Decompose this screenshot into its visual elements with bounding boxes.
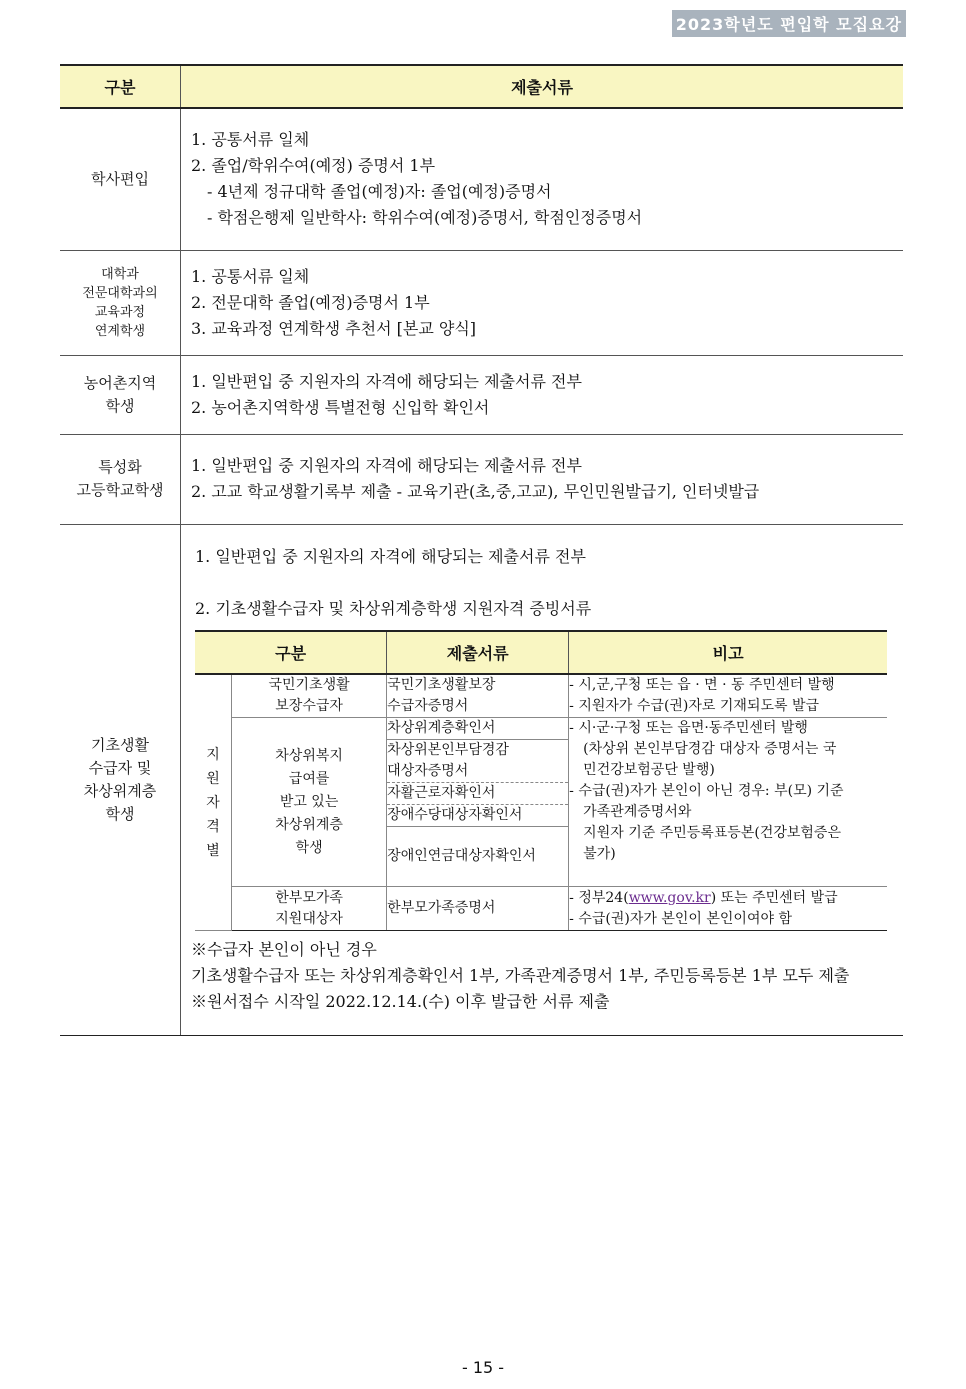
type-cell — [232, 674, 387, 718]
doc-label: 대상자증명서 — [387, 763, 469, 780]
sub-header-category: 구분 — [195, 631, 387, 674]
category-label: 전문대학과의 — [82, 285, 158, 301]
list-item: - 학점은행제 일반학사: 학위수여(예정)증명서, 학점인정증명서 — [207, 208, 643, 228]
table-row — [60, 434, 903, 524]
table-row — [60, 524, 903, 1035]
type-label: 차상위복지 — [275, 747, 343, 764]
note-line: ※원서접수 시작일 2022.12.14.(수) 이후 발급한 서류 제출 — [191, 992, 610, 1012]
table-row — [60, 250, 903, 355]
note-line: - 수급(권)자가 본인이 아닌 경우: 부(모) 기준 — [569, 783, 844, 800]
doc-label: 한부모가족증명서 — [387, 900, 496, 917]
side-label-char: 지 — [206, 746, 220, 763]
notes-cell — [569, 674, 887, 718]
content-cell — [181, 250, 904, 355]
note-line: 지원자 기준 주민등록표등본(건강보험증은 — [583, 825, 841, 842]
sub-header-notes: 비고 — [569, 631, 887, 674]
note-line: - 시,군,구청 또는 읍 · 면 · 동 주민센터 발행 — [569, 677, 835, 693]
list-item: 2. 전문대학 졸업(예정)증명서 1부 — [191, 292, 430, 312]
category-cell — [60, 108, 181, 250]
side-label-cell — [195, 674, 232, 931]
type-label: 보장수급자 — [275, 698, 343, 714]
gov-link[interactable]: www.gov.kr — [628, 889, 711, 906]
doc-label: 차상위계층확인서 — [387, 720, 496, 737]
note-line: 기초생활수급자 또는 차상위계층확인서 1부, 가족관계증명서 1부, 주민등록등본 1부 모두 제출 — [191, 966, 850, 986]
docs-cell — [387, 674, 569, 718]
category-cell — [60, 250, 181, 355]
list-item: - 4년제 정규대학 졸업(예정)자: 졸업(예정)증명서 — [207, 182, 552, 202]
category-label: 기초생활 — [91, 735, 149, 754]
side-label-char: 격 — [206, 818, 220, 835]
note-line: - 수급(권)자가 본인이 본인이여야 함 — [569, 910, 792, 927]
page-number: - 15 - — [461, 1358, 505, 1377]
eligibility-subtable — [195, 630, 887, 932]
side-label-char: 자 — [206, 794, 220, 811]
doc-label: 국민기초생활보장 — [387, 677, 496, 693]
type-cell — [232, 887, 387, 931]
list-item: 1. 일반편입 중 지원자의 자격에 해당되는 제출서류 전부 — [191, 456, 582, 475]
doc-label: 자활근로자확인서 — [387, 782, 568, 804]
list-item: 1. 일반편입 중 지원자의 자격에 해당되는 제출서류 전부 — [191, 371, 582, 391]
note-line: - 시·군·구청 또는 읍면·동주민센터 발행 — [569, 720, 808, 737]
note-line — [569, 888, 887, 909]
doc-label: 수급자증명서 — [387, 698, 469, 714]
type-label: 국민기초생활 — [268, 677, 350, 693]
note-line: ※수급자 본인이 아닌 경우 — [191, 940, 377, 960]
docs-cell — [387, 827, 569, 887]
type-label: 받고 있는 — [279, 793, 339, 810]
list-item: 1. 일반편입 중 지원자의 자격에 해당되는 제출서류 전부 — [195, 546, 586, 566]
list-item: 1. 공통서류 일체 — [191, 266, 310, 286]
type-label: 급여를 — [288, 770, 330, 787]
type-cell — [232, 718, 387, 887]
content-cell — [181, 434, 904, 524]
list-item: 2. 고교 학교생활기록부 제출 - 교육기관(초,중,고교), 무인민원발급기, 인터넷발급 — [191, 482, 760, 501]
note-line: 가족관계증명서와 — [583, 804, 692, 821]
category-label: 학생 — [105, 396, 135, 415]
notes-cell — [569, 887, 887, 931]
type-label: 지원대상자 — [275, 910, 343, 927]
side-label-char: 별 — [206, 842, 220, 859]
category-label: 학사편입 — [91, 169, 149, 188]
doc-label: 장애수당대상자확인서 — [387, 804, 568, 826]
header-badge: 2023학년도 편입학 모집요강 — [672, 10, 906, 37]
side-label-char: 원 — [206, 770, 220, 787]
docs-cell — [387, 740, 569, 827]
notes-cell — [569, 718, 887, 887]
category-label: 특성화 — [98, 458, 142, 476]
docs-cell — [387, 887, 569, 931]
category-label: 연계학생 — [94, 323, 146, 339]
category-label: 교육과정 — [94, 304, 146, 320]
type-label: 학생 — [295, 839, 323, 856]
note-line: - 지원자가 수급(권)자로 기재되도록 발급 — [569, 698, 820, 714]
list-item: 2. 졸업/학위수여(예정) 증명서 1부 — [191, 156, 436, 176]
category-label: 학생 — [105, 804, 135, 823]
list-item: 2. 농어촌지역학생 특별전형 신입학 확인서 — [191, 397, 490, 417]
note-line: (차상위 본인부담경감 대상자 증명서는 국 — [583, 741, 837, 758]
type-label: 한부모가족 — [275, 889, 343, 906]
doc-label: 장애인연금대상자확인서 — [387, 848, 536, 865]
category-cell — [60, 524, 181, 1035]
note-line: 불가) — [583, 846, 616, 863]
category-label: 수급자 및 — [88, 758, 152, 777]
type-label: 차상위계층 — [275, 816, 343, 833]
note-text: ) 또는 주민센터 발급 — [710, 889, 838, 906]
table-row — [60, 355, 903, 434]
category-label: 차상위계층 — [83, 781, 157, 800]
list-item: 2. 기초생활수급자 및 차상위계층학생 지원자격 증빙서류 — [195, 598, 592, 618]
col-header-documents: 제출서류 — [181, 65, 904, 108]
table-row — [60, 108, 903, 250]
col-header-category: 구분 — [60, 65, 181, 108]
doc-label: 차상위본인부담경감 — [387, 742, 509, 759]
content-cell — [181, 108, 904, 250]
content-cell — [181, 355, 904, 434]
category-label: 농어촌지역 — [83, 373, 157, 392]
category-label: 대학과 — [101, 266, 139, 282]
docs-cell — [387, 718, 569, 740]
sub-header-documents: 제출서류 — [387, 631, 569, 674]
category-cell — [60, 355, 181, 434]
note-text: - 정부24( — [569, 889, 629, 906]
content-cell — [181, 524, 904, 1035]
category-cell — [60, 434, 181, 524]
category-label: 고등학교학생 — [76, 481, 164, 499]
note-line: 민건강보험공단 발행) — [583, 762, 715, 779]
list-item: 1. 공통서류 일체 — [191, 130, 310, 150]
list-item: 3. 교육과정 연계학생 추천서 [본교 양식] — [191, 318, 477, 338]
documents-table — [60, 64, 903, 1036]
